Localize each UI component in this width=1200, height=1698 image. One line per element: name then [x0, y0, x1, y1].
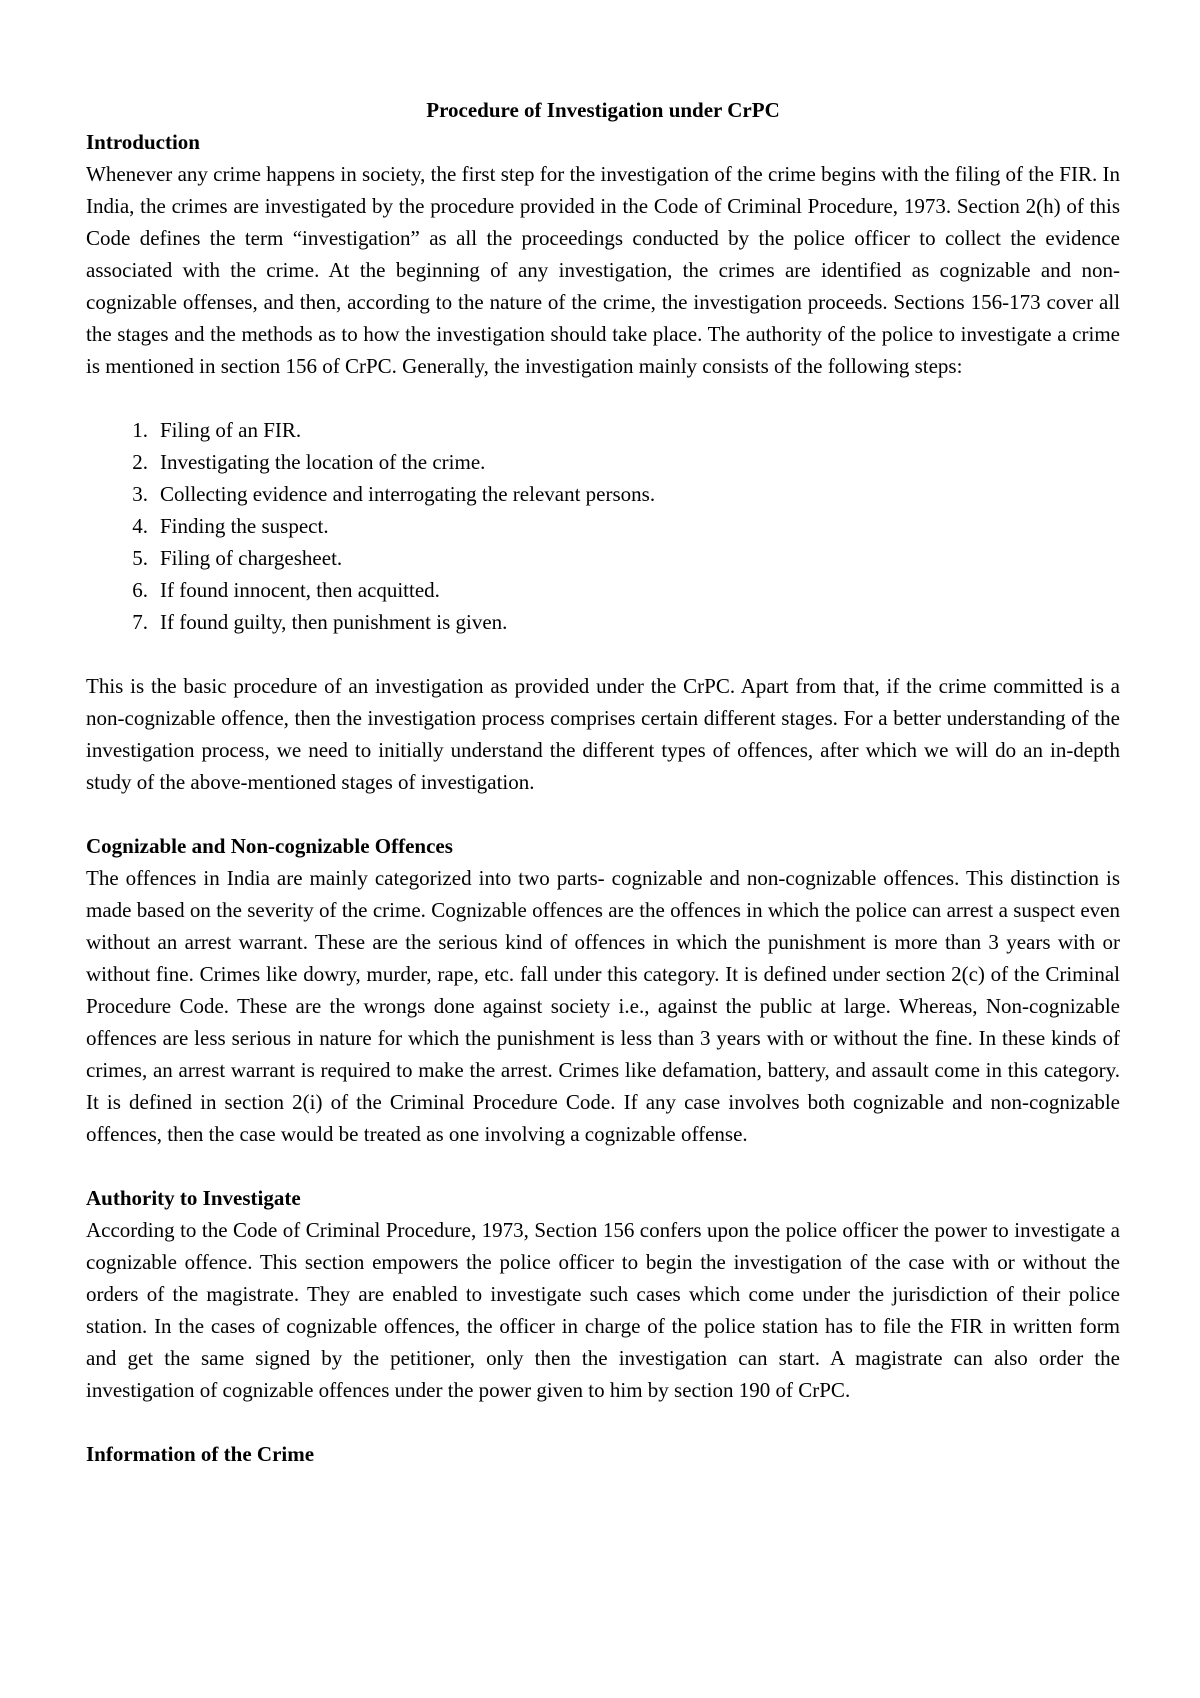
- list-item: [86, 446, 1120, 478]
- list-item-text: If found innocent, then acquitted.: [160, 578, 440, 602]
- list-item-number: 5.: [132, 546, 148, 570]
- list-item-number: 2.: [132, 450, 148, 474]
- spacer: [86, 1406, 1120, 1438]
- list-item-text: If found guilty, then punishment is given.: [160, 610, 508, 634]
- information-heading: Information of the Crime: [86, 1442, 315, 1466]
- document-title: Procedure of Investigation under CrPC: [426, 98, 780, 122]
- spacer: [86, 638, 1120, 670]
- introduction-heading: Introduction: [86, 130, 200, 154]
- authority-paragraph: According to the Code of Criminal Procedure, 1973, Section 156 confers upon the police officer the power to investigate a cognizable offence. This section empowers the police officer to begin the investigation of the case with or without the orders of the magistrate. They are enabled to investigate such cases which come under the jurisdiction of their police station. In the cases of cognizable offences, the officer in charge of the police station has to file the FIR in written form and get the same signed by the petitioner, only then the investigation can start. A magistrate can also order the investigation of cognizable offences under the power given to him by section 190 of CrPC.: [86, 1218, 1120, 1402]
- authority-heading: Authority to Investigate: [86, 1186, 301, 1210]
- list-item: [86, 574, 1120, 606]
- list-item: [86, 542, 1120, 574]
- list-item-text: Investigating the location of the crime.: [160, 450, 486, 474]
- cognizable-heading: Cognizable and Non-cognizable Offences: [86, 834, 453, 858]
- list-item: [86, 414, 1120, 446]
- list-item-text: Filing of chargesheet.: [160, 546, 343, 570]
- spacer: [86, 798, 1120, 830]
- spacer: [86, 382, 1120, 414]
- list-item: [86, 510, 1120, 542]
- introduction-closing-paragraph: This is the basic procedure of an investigation as provided under the CrPC. Apart from that, if the crime committed is a non-cognizable offence, then the investigation process comprises certain different stages. For a better understanding of the investigation process, we need to initially understand the different types of offences, after which we will do an in-depth study of the above-mentioned stages of investigation.: [86, 674, 1120, 794]
- introduction-paragraph: Whenever any crime happens in society, the first step for the investigation of the crime begins with the filing of the FIR. In India, the crimes are investigated by the procedure provided in the Code of Criminal Procedure, 1973. Section 2(h) of this Code defines the term “investigation” as all the proceedings conducted by the police officer to collect the evidence associated with the crime. At the beginning of any investigation, the crimes are identified as cognizable and non-cognizable offenses, and then, according to the nature of the crime, the investigation proceeds. Sections 156-173 cover all the stages and the methods as to how the investigation should take place. The authority of the police to investigate a crime is mentioned in section 156 of CrPC. Generally, the investigation mainly consists of the following steps:: [86, 162, 1120, 378]
- cognizable-paragraph: The offences in India are mainly categorized into two parts- cognizable and non-cognizable offences. This distinction is made based on the severity of the crime. Cognizable offences are the offences in which the police can arrest a suspect even without an arrest warrant. These are the serious kind of offences in which the punishment is more than 3 years with or without fine. Crimes like dowry, murder, rape, etc. fall under this category. It is defined under section 2(c) of the Criminal Procedure Code. These are the wrongs done against society i.e., against the public at large. Whereas, Non-cognizable offences are less serious in nature for which the punishment is less than 3 years with or without the fine. In these kinds of crimes, an arrest warrant is required to make the arrest. Crimes like defamation, battery, and assault come in this category. It is defined in section 2(i) of the Criminal Procedure Code. If any case involves both cognizable and non-cognizable offences, then the case would be treated as one involving a cognizable offense.: [86, 866, 1120, 1146]
- list-item-number: 4.: [132, 514, 148, 538]
- list-item-number: 3.: [132, 482, 148, 506]
- list-item-number: 1.: [132, 418, 148, 442]
- list-item-text: Filing of an FIR.: [160, 418, 302, 442]
- list-item-number: 7.: [132, 610, 148, 634]
- list-item-number: 6.: [132, 578, 148, 602]
- list-item-text: Finding the suspect.: [160, 514, 329, 538]
- list-item: [86, 606, 1120, 638]
- list-item-text: Collecting evidence and interrogating the relevant persons.: [160, 482, 656, 506]
- document-page: [86, 94, 1120, 1470]
- investigation-steps-list: [86, 414, 1120, 638]
- list-item: [86, 478, 1120, 510]
- spacer: [86, 1150, 1120, 1182]
